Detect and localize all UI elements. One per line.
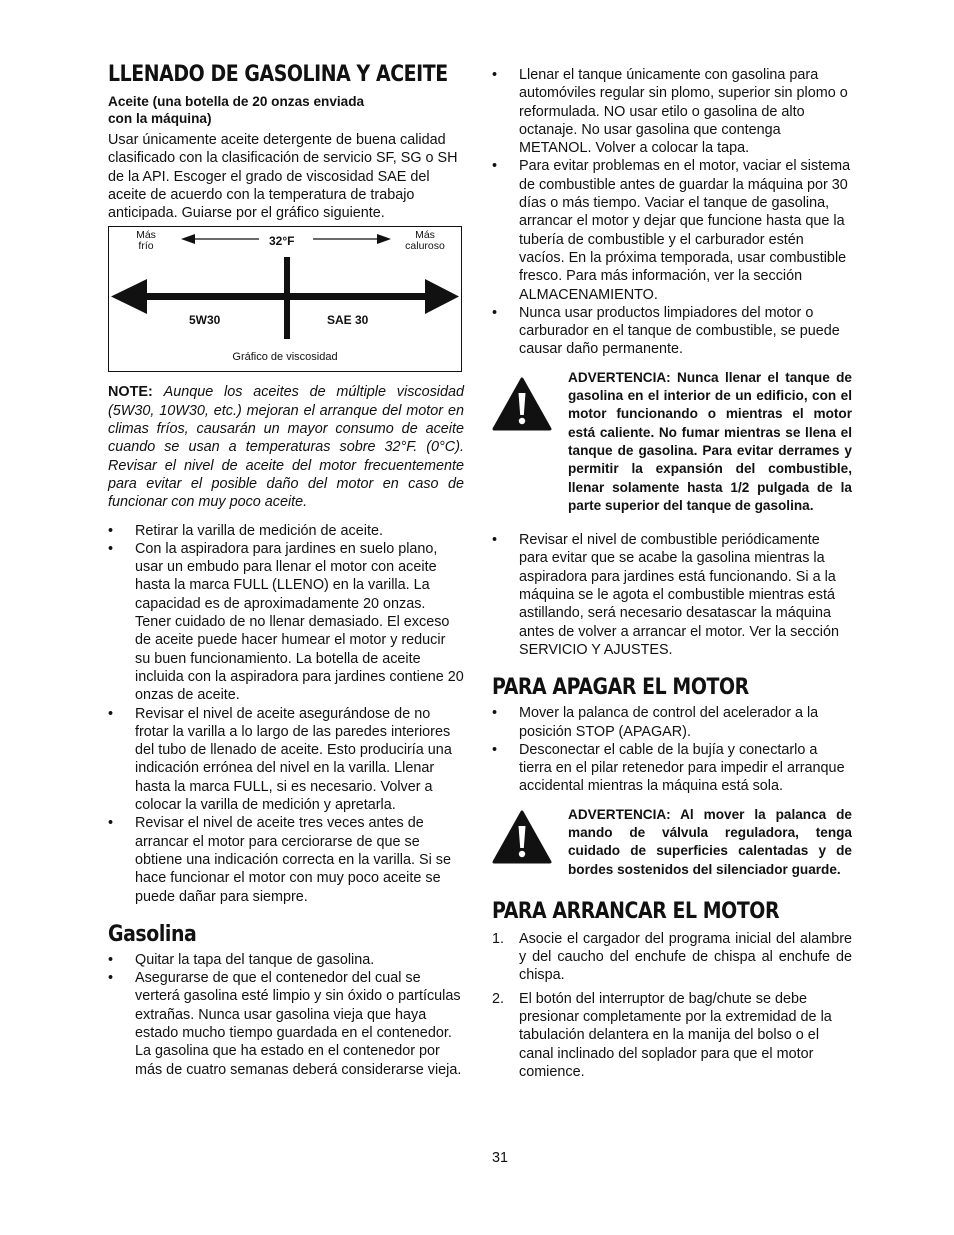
list-item: • Revisar el nivel de aceite tres veces antes de arrancar el motor para cerciorarse de que se obtiene una indicación correcta en la varilla. Si se hace funcionar el motor con muy poco aceite se puede dañar para siempre. xyxy=(108,814,464,905)
right-column xyxy=(492,66,852,1081)
viscosity-chart xyxy=(108,226,462,372)
temperature-label: 32°F xyxy=(269,234,295,249)
list-item: • Revisar el nivel de combustible periódicamente para evitar que se acabe la gasolina mientras la aspiradora para jardines está funcionando. Si a la máquina se le agota el combustible mientras está astillando, será necesario desatascar la máquina antes de volver a arrancar el motor. Ver la sección SERVICIO Y AJUSTES. xyxy=(492,531,852,659)
list-item: • Nunca usar productos limpiadores del motor o carburador en el tanque de combustible, se puede causar daño permanente. xyxy=(492,304,852,359)
warning-text: ADVERTENCIA: Al mover la palanca de mando de válvula reguladora, tenga cuidado de superficies calentadas y de bordes sostenidos del silenciador guarde. xyxy=(568,806,852,877)
grade-5w30-label: 5W30 xyxy=(189,313,221,328)
section-heading-stop-engine: PARA APAGAR EL MOTOR xyxy=(492,675,749,701)
oil-bullet-list xyxy=(108,522,464,906)
page-number: 31 xyxy=(492,1150,509,1166)
list-item xyxy=(492,930,852,985)
oil-subheading-line2: con la máquina) xyxy=(108,111,212,126)
hot-label-line1: Más xyxy=(415,229,435,242)
list-item xyxy=(492,990,852,1081)
gasoline-bullet-list xyxy=(108,951,464,1079)
cold-arrow-head xyxy=(181,234,195,244)
oil-subheading-line1: Aceite (una botella de 20 onzas enviada xyxy=(108,94,365,109)
cold-label xyxy=(131,230,161,252)
left-column xyxy=(108,62,464,1079)
step-number: 2. xyxy=(492,990,505,1007)
range-arrow-shaft xyxy=(139,293,433,300)
chart-caption: Gráfico de viscosidad xyxy=(232,351,338,364)
list-item: • Con la aspiradora para jardines en suelo plano, usar un embudo para llenar el motor con aceite hasta la marca FULL (LLENO) en la varilla. La capacidad es de aproximadamente 20 onzas. Tener cuidado de no llenar demasiado. El exceso de aceite puede hacer humear el motor y reducir su buen funcionamiento. La botella de aceite incluida con la aspiradora para jardines contiene 20 onzas de aceite. xyxy=(108,540,464,705)
cold-label-line2: frío xyxy=(138,240,154,253)
warning-icon xyxy=(492,369,556,515)
note-text: Aunque los aceites de múltiple viscosidad (5W30, 10W30, etc.) mejoran el arranque del motor en climas fríos, causarán un mayor consumo de aceite cuando se usan a temperaturas sobre 32°F. (0°C). Revisar el nivel de aceite del motor frecuentemente para evitar el posible daño del motor en caso de funcionar con muy poco aceite. xyxy=(108,384,464,511)
list-item: • Retirar la varilla de medición de aceite. xyxy=(108,522,464,540)
warning-throttle xyxy=(492,806,852,879)
hot-label xyxy=(395,230,455,252)
oil-intro-paragraph: Usar únicamente aceite detergente de buena calidad clasificado con la clasificación de servicio SF, SG o SH de la API. Escoger el grado de viscosidad SAE del aceite de acuerdo con la temperatura de trabajo anticipada. Guiarse por el gráfico siguiente. xyxy=(108,132,458,222)
warning-icon xyxy=(492,806,556,879)
hot-label-line2: caluroso xyxy=(405,240,445,253)
grade-sae30-label: SAE 30 xyxy=(327,313,369,328)
warning-fuel-fill xyxy=(492,369,852,515)
oil-subheading xyxy=(108,93,464,127)
note-label: NOTE: xyxy=(108,384,153,401)
range-arrow-right-head xyxy=(425,279,459,314)
oil-note xyxy=(108,383,464,511)
fuel-level-bullet-list xyxy=(492,531,852,659)
hot-arrow-head xyxy=(377,234,391,244)
start-engine-steps xyxy=(492,930,852,1081)
list-item: • Desconectar el cable de la bujía y conectarlo a tierra en el pilar retenedor para impedir el arranque accidental mientras la máquina está sola. xyxy=(492,741,852,796)
list-item: • Revisar el nivel de aceite asegurándose de no frotar la varilla a lo largo de las paredes interiores del tubo de llenado de aceite. Esto produciría una indicación errónea del nivel en la varilla. Llenar hasta la marca FULL, si es necesario. Volver a colocar la varilla de medición y apretarla. xyxy=(108,705,464,815)
list-item: • Mover la palanca de control del acelerador a la posición STOP (APAGAR). xyxy=(492,704,852,741)
stop-engine-bullet-list xyxy=(492,704,852,795)
step-number: 1. xyxy=(492,930,505,947)
warning-text: ADVERTENCIA: Nunca llenar el tanque de gasolina en el interior de un edificio, con el motor funcionando o mientras el motor está caliente. No fumar mientras se llena el tanque de gasolina. Para evitar derrames y permitir la expansión del combustible, llenar solamente hasta 1/2 pulgada de la parte superior del tanque de gasolina. xyxy=(568,369,852,513)
list-item: • Llenar el tanque únicamente con gasolina para automóviles regular sin plomo, superior sin plomo o reformulada. NO usar etilo o gasolina de alto octanaje. No usar gasolina que contenga METANOL. Volver a colocar la tapa. xyxy=(492,66,852,157)
list-item: • Para evitar problemas en el motor, vaciar el sistema de combustible antes de guardar la máquina por 30 días o más tiempo. Vaciar el tanque de gasolina, arrancar el motor y dejar que funcione hasta que la tubería de combustible y el carburador estén vacíos. En la próxima temporada, usar combustible fresco. Para más información, ver la sección ALMACENAMIENTO. xyxy=(492,157,852,303)
step-text: El botón del interruptor de bag/chute se debe presionar completamente por la extremidad de la tabulación delantera en la manija del bolso o el canal inclinado del soplador para que el motor comience. xyxy=(519,990,832,1080)
section-heading-gasoline: Gasolina xyxy=(108,921,197,947)
section-heading-start-engine: PARA ARRANCAR EL MOTOR xyxy=(492,898,780,924)
step-text: Asocie el cargador del programa inicial del alambre y del caucho del enchufe de chispa al enchufe de chispa. xyxy=(519,930,852,984)
range-arrow-left-head xyxy=(111,279,147,314)
gasoline-fill-bullet-list xyxy=(492,66,852,359)
section-heading-fuel-oil: LLENADO DE GASOLINA Y ACEITE xyxy=(108,62,448,87)
cold-label-line1: Más xyxy=(136,229,156,242)
list-item: • Quitar la tapa del tanque de gasolina. xyxy=(108,951,464,969)
list-item: • Asegurarse de que el contenedor del cual se verterá gasolina esté limpio y sin óxido o partículas extrañas. Nunca usar gasolina vieja que haya estado mucho tiempo guardada en el contenedor. La gasolina que ha estado en el contenedor por más de cuatro semanas deberá considerarse vieja. xyxy=(108,969,464,1079)
